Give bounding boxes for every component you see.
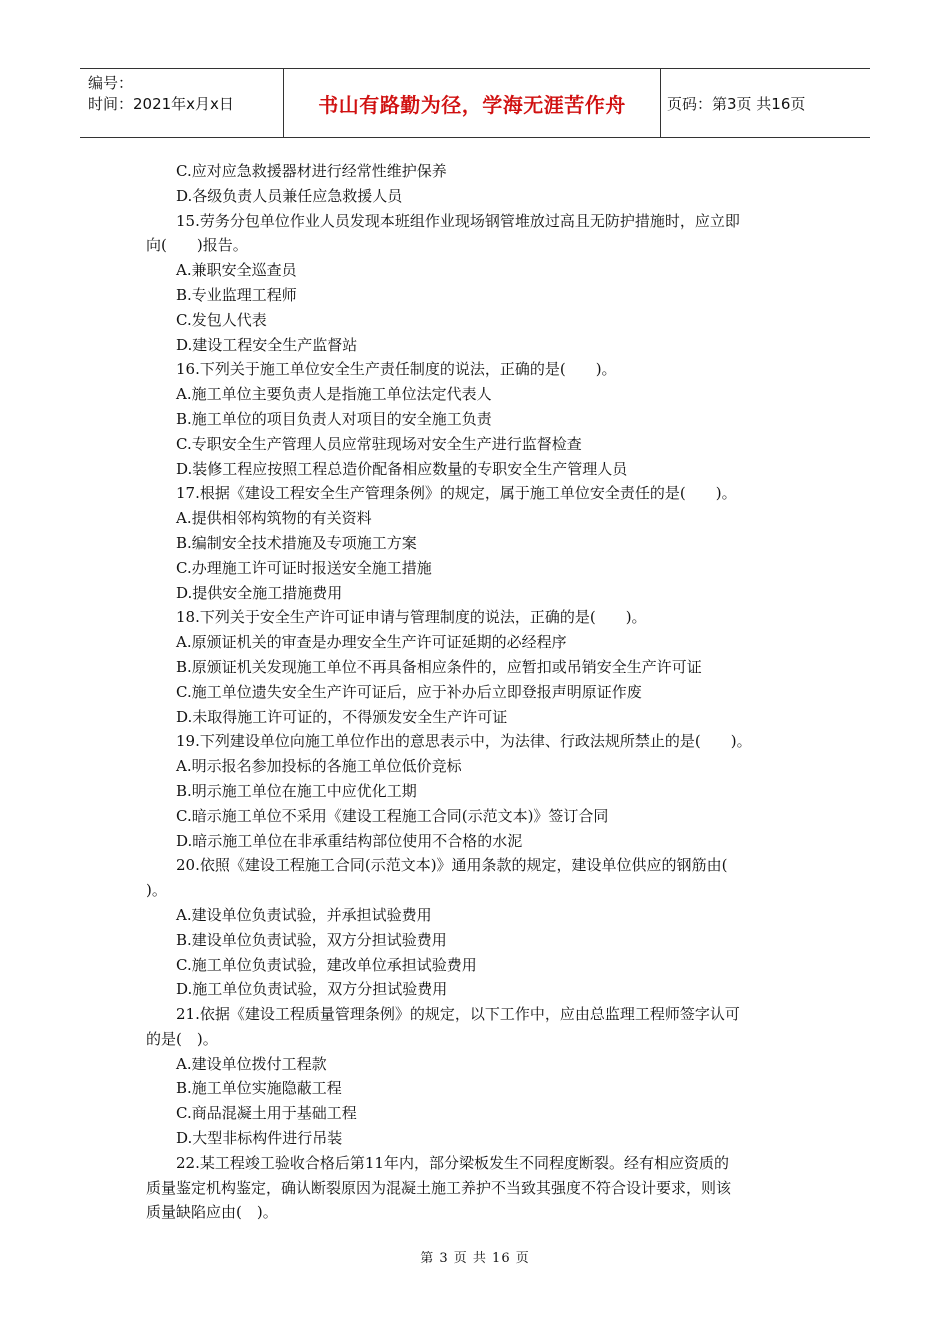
option-line: A.建设单位负责试验，并承担试验费用	[176, 905, 432, 924]
option-line: D.大型非标构件进行吊装	[176, 1129, 343, 1148]
question-line: 17.根据《建设工程安全生产管理条例》的规定，属于施工单位安全责任的是( )。	[176, 484, 737, 503]
question-line: 18.下列关于安全生产许可证申请与管理制度的说法，正确的是( )。	[176, 608, 647, 627]
option-line: B.施工单位实施隐蔽工程	[176, 1079, 342, 1098]
option-line: A.兼职安全巡查员	[176, 261, 297, 280]
option-line: D.施工单位负责试验，双方分担试验费用	[176, 980, 448, 999]
question-line: 15.劳务分包单位作业人员发现本班组作业现场钢管堆放过高且无防护措施时，应立即	[176, 211, 740, 230]
option-line: D.提供安全施工措施费用	[176, 583, 343, 602]
page-footer: 第 3 页 共 16 页	[420, 1251, 530, 1266]
option-line: B.专业监理工程师	[176, 285, 297, 304]
option-line: D.装修工程应按照工程总造价配备相应数量的专职安全生产管理人员	[176, 459, 628, 478]
text-line: C.应对应急救援器材进行经常性维护保养	[176, 162, 447, 180]
option-line: C.施工单位负责试验，建改单位承担试验费用	[176, 955, 477, 974]
option-line: A.施工单位主要负责人是指施工单位法定代表人	[176, 385, 492, 404]
header-page-number: 页码：第3页 共16页	[667, 94, 806, 113]
option-line: B.建设单位负责试验，双方分担试验费用	[176, 930, 447, 949]
question-line: 19.下列建设单位向施工单位作出的意思表示中，为法律、行政法规所禁止的是( )。	[176, 732, 752, 751]
question-line: 质量缺陷应由( )。	[146, 1203, 278, 1222]
question-line: 16.下列关于施工单位安全生产责任制度的说法，正确的是( )。	[176, 360, 617, 379]
question-line: 质量鉴定机构鉴定，确认断裂原因为混凝土施工养护不当致其强度不符合设计要求，则该	[146, 1178, 732, 1197]
document-date: 时间：2021年x月x日	[88, 95, 234, 113]
option-line: B.编制安全技术措施及专项施工方案	[176, 533, 417, 552]
question-line: 22.某工程竣工验收合格后第11年内，部分梁板发生不同程度断裂。经有相应资质的	[176, 1153, 729, 1172]
option-line: C.发包人代表	[176, 310, 267, 329]
option-line: D.暗示施工单位在非承重结构部位使用不合格的水泥	[176, 831, 523, 850]
document-body	[146, 159, 814, 1225]
option-line: B.施工单位的项目负责人对项目的安全施工负责	[176, 409, 492, 428]
option-line: C.办理施工许可证时报送安全施工措施	[176, 558, 432, 577]
option-line: C.暗示施工单位不采用《建设工程施工合同(示范文本)》签订合同	[176, 806, 609, 825]
option-line: C.商品混凝土用于基础工程	[176, 1104, 357, 1123]
header-motto: 书山有路勤为径，学海无涯苦作舟	[283, 69, 661, 137]
question-line: 的是( )。	[146, 1029, 218, 1048]
option-line: C.施工单位遗失安全生产许可证后，应于补办后立即登报声明原证作废	[176, 682, 642, 701]
page-header	[80, 68, 870, 138]
option-line: D.未取得施工许可证的，不得颁发安全生产许可证	[176, 707, 508, 726]
option-line: D.建设工程安全生产监督站	[176, 335, 358, 354]
question-line: )。	[146, 881, 167, 900]
option-line: C.专职安全生产管理人员应常驻现场对安全生产进行监督检查	[176, 434, 582, 453]
option-line: B.明示施工单位在施工中应优化工期	[176, 781, 417, 800]
question-line: 向( )报告。	[146, 236, 248, 255]
option-line: B.原颁证机关发现施工单位不再具备相应条件的，应暂扣或吊销安全生产许可证	[176, 657, 702, 676]
header-meta	[80, 69, 283, 137]
option-line: A.原颁证机关的审查是办理安全生产许可证延期的必经程序	[176, 633, 567, 652]
question-line: 20.依照《建设工程施工合同(示范文本)》通用条款的规定，建设单位供应的钢筋由(	[176, 856, 728, 875]
option-line: A.建设单位拨付工程款	[176, 1054, 327, 1073]
question-line: 21.依据《建设工程质量管理条例》的规定，以下工作中，应由总监理工程师签字认可	[176, 1005, 740, 1024]
document-number-label: 编号：	[88, 74, 134, 92]
text-line: D.各级负责人员兼任应急救援人员	[176, 186, 403, 205]
option-line: A.明示报名参加投标的各施工单位低价竞标	[176, 757, 462, 776]
option-line: A.提供相邻构筑物的有关资料	[176, 509, 372, 528]
